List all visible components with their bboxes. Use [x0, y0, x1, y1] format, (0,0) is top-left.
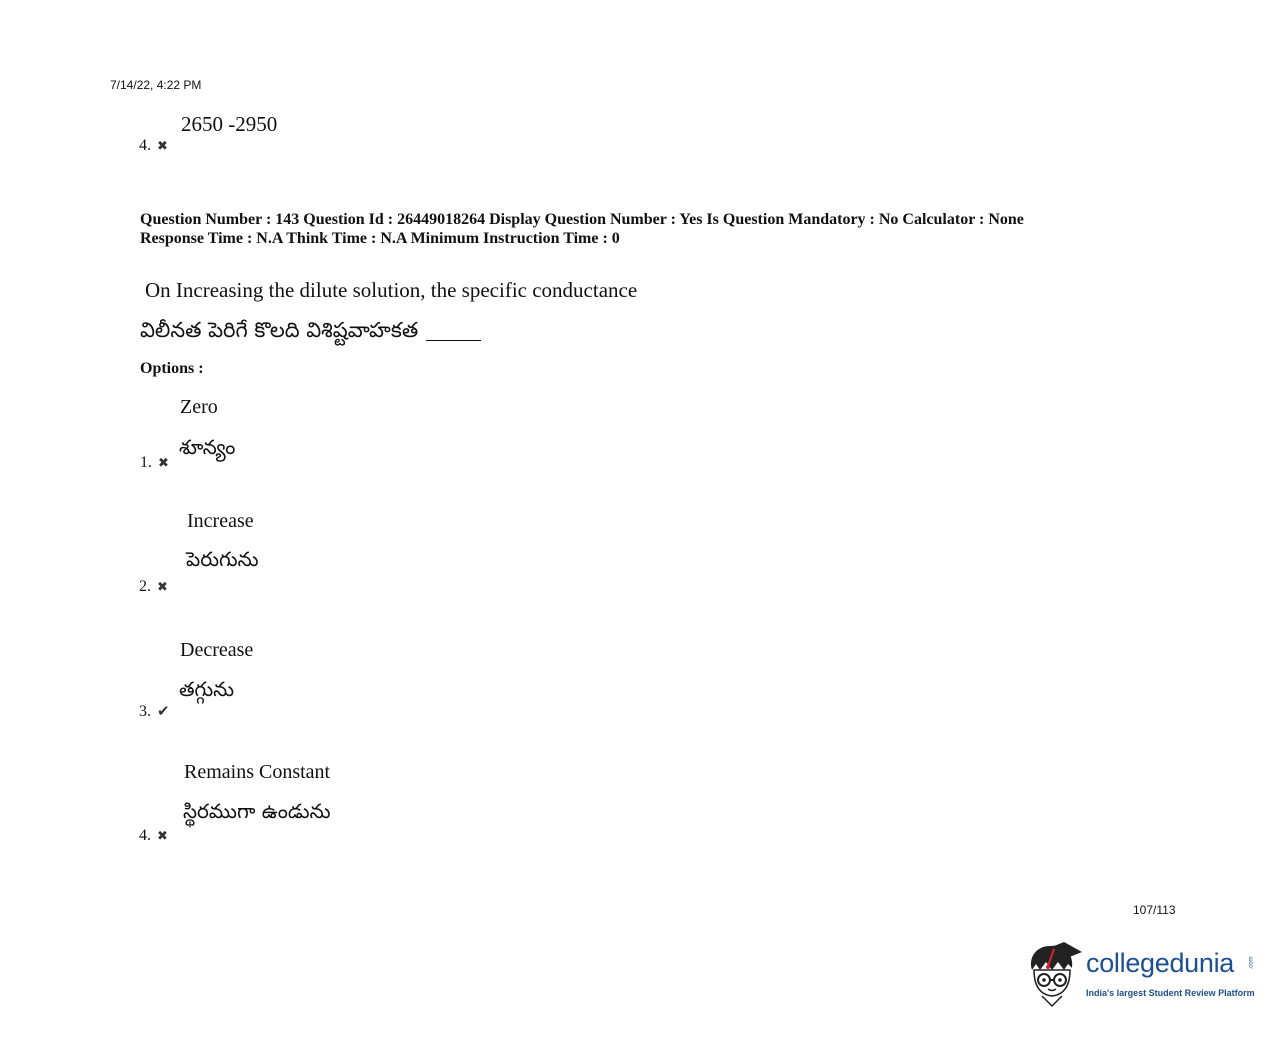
- cross-icon: ✖: [157, 580, 168, 595]
- option-2-english: Increase: [187, 510, 254, 532]
- option-2-marker: [139, 578, 168, 596]
- previous-option-value: 2650 -2950: [181, 112, 278, 136]
- option-number: 4.: [139, 137, 151, 154]
- option-number: 1.: [140, 454, 152, 471]
- option-4-marker: [139, 827, 168, 845]
- option-1-marker: [140, 454, 169, 472]
- logo-domain-suffix: .com: [1248, 956, 1255, 970]
- question-meta-line-2: Response Time : N.A Think Time : N.A Minimum Instruction Time : 0: [140, 230, 620, 247]
- collegedunia-logo: [1024, 940, 1264, 1012]
- print-timestamp: 7/14/22, 4:22 PM: [110, 78, 202, 92]
- cross-icon: ✖: [157, 139, 168, 154]
- option-4-english: Remains Constant: [184, 761, 331, 783]
- option-1-english: Zero: [180, 396, 218, 418]
- page-number: 107/113: [1133, 903, 1176, 917]
- cross-icon: ✖: [158, 456, 169, 471]
- question-text-telugu: విలీనత పెరిగే కొలది విశిష్టవాహకత: [140, 318, 419, 342]
- option-3-marker: [139, 702, 170, 721]
- check-icon: ✔: [157, 702, 170, 720]
- previous-option-marker: [139, 137, 168, 155]
- option-number: 3.: [139, 703, 151, 720]
- student-mascot-icon: [1024, 940, 1084, 1010]
- cross-icon: ✖: [157, 829, 168, 844]
- logo-wordmark: collegedunia: [1086, 948, 1235, 978]
- question-text-english: On Increasing the dilute solution, the specific conductance: [145, 278, 638, 302]
- question-text-telugu-row: [140, 318, 481, 348]
- option-1-telugu: శూన్యం: [179, 435, 236, 459]
- option-4-telugu: స్థిరముగా ఉండును: [183, 799, 331, 823]
- logo-tagline: India's largest Student Review Platform: [1086, 988, 1255, 998]
- option-3-telugu: తగ్గును: [179, 677, 235, 701]
- question-meta-line-1: Question Number : 143 Question Id : 26449018264 Display Question Number : Yes Is Question Mandatory : No Calculator : None: [140, 211, 1024, 228]
- option-3-english: Decrease: [180, 639, 254, 661]
- options-label: Options :: [140, 360, 204, 377]
- option-number: 2.: [139, 578, 151, 595]
- answer-blank-line: [426, 340, 481, 341]
- option-2-telugu: పెరుగును: [186, 547, 259, 571]
- option-number: 4.: [139, 827, 151, 844]
